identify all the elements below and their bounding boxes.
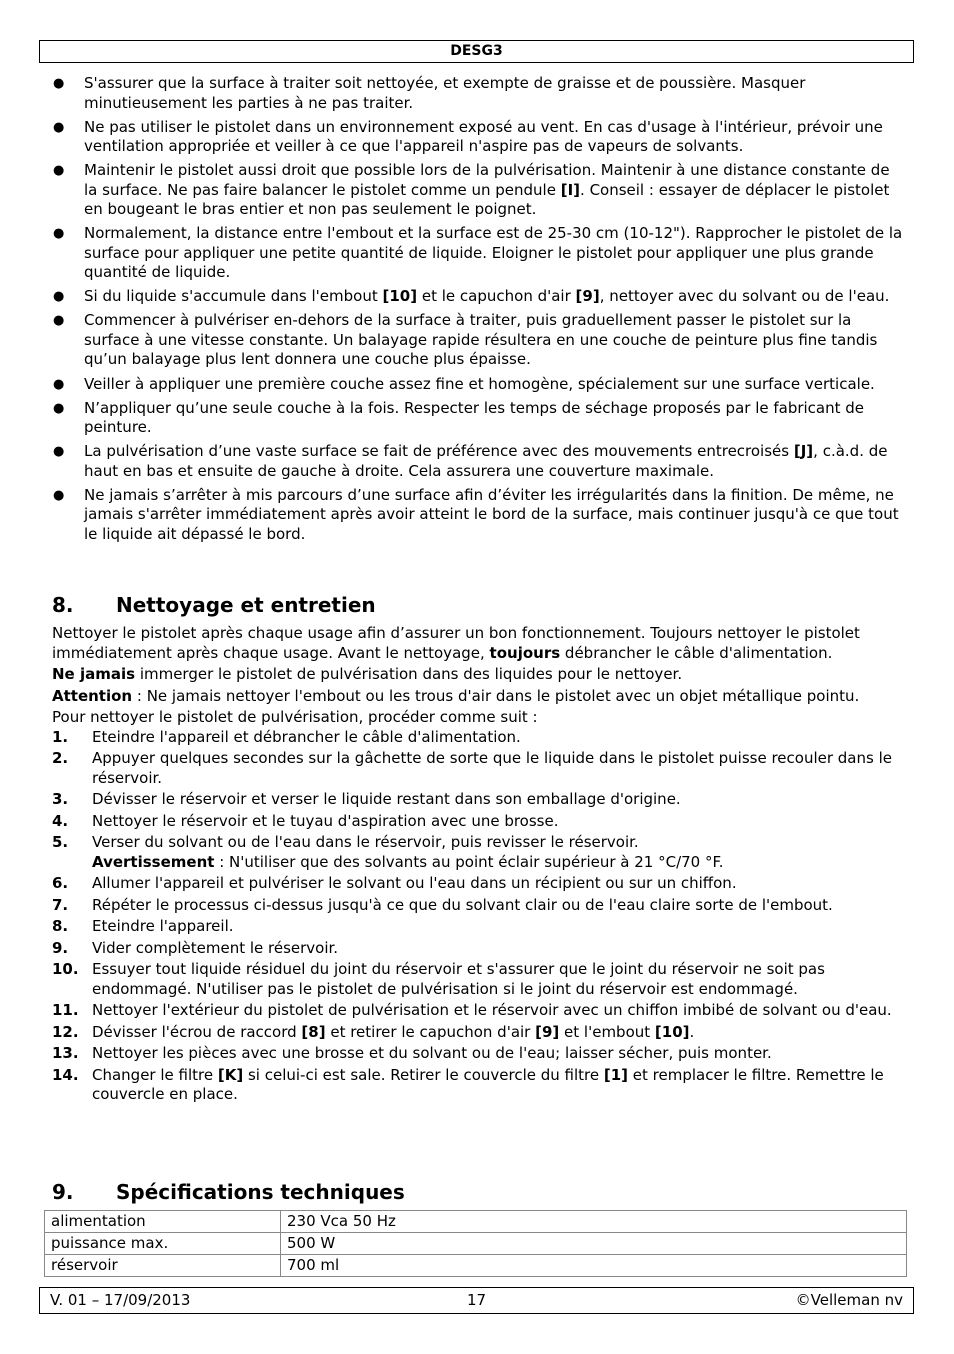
bullet-text: , nettoyer avec du solvant ou de l'eau. <box>599 287 890 306</box>
section-number: 9. <box>52 1180 74 1204</box>
spec-label: puissance max. <box>45 1233 281 1255</box>
step-number: 1. <box>52 727 69 746</box>
paragraph <box>52 665 908 685</box>
warning-label: Avertissement <box>92 852 215 871</box>
bullet-text: Maintenir le pistolet aussi droit que possible lors de la pulvérisation. Maintenir à une distance constante de la surface. Ne pas faire balancer le pistolet comme un pendule <box>84 161 890 199</box>
step-number: 8. <box>52 917 69 935</box>
emphasis: Ne jamais <box>52 665 136 683</box>
figure-ref: [10] <box>382 287 418 306</box>
table-row <box>45 1255 907 1277</box>
bullet-text: et le capuchon d'air <box>417 287 576 306</box>
list-item <box>52 1001 908 1021</box>
bullet-icon: ● <box>53 76 65 91</box>
list-item <box>52 790 908 810</box>
list-item <box>52 728 908 748</box>
step-number: 4. <box>52 811 69 830</box>
step-text: Eteindre l'appareil et débrancher le câble d'alimentation. <box>92 727 521 746</box>
paragraph <box>52 687 908 707</box>
step-number: 9. <box>52 938 69 957</box>
list-item <box>50 442 906 481</box>
paragraph-text: immerger le pistolet de pulvérisation dans des liquides pour le nettoyer. <box>135 665 683 683</box>
specifications-table <box>44 1210 907 1277</box>
step-number: 10. <box>52 960 79 978</box>
list-item <box>50 375 906 395</box>
step-number: 2. <box>52 749 69 767</box>
bullet-icon: ● <box>53 376 65 392</box>
emphasis: toujours <box>489 643 561 662</box>
step-number: 12. <box>52 1022 79 1041</box>
step-text: . <box>689 1022 695 1041</box>
bullet-text: Ne pas utiliser le pistolet dans un environnement exposé au vent. En cas d'usage à l'intérieur, prévoir une ventilation appropriée et veiller à ce que l'appareil n'aspire pas de vapeurs de solvants. <box>84 117 883 156</box>
step-text: si celui-ci est sale. Retirer le couvercle du filtre <box>243 1065 604 1084</box>
list-item <box>50 287 906 307</box>
figure-ref: [1] <box>603 1065 629 1084</box>
step-text: Verser du solvant ou de l'eau dans le réservoir, puis revisser le réservoir. <box>92 833 639 851</box>
step-text: Nettoyer les pièces avec une brosse et du solvant ou de l'eau; laisser sécher, puis monter. <box>92 1044 772 1062</box>
paragraph: Pour nettoyer le pistolet de pulvérisation, procéder comme suit : <box>52 708 538 726</box>
list-item <box>52 874 908 894</box>
figure-ref: [J] <box>793 442 814 461</box>
step-text: et l'embout <box>559 1022 655 1041</box>
bullet-text: Ne jamais s’arrêter à mis parcours d’une surface afin d’éviter les irrégularités dans la finition. De même, ne jamais s'arrêter immédiatement après avoir atteint le bord de la surface, mais continuer jusqu'à ce que tout le liquide ait dépassé le bord. <box>84 485 899 543</box>
list-item <box>52 749 908 788</box>
list-item <box>52 939 908 959</box>
list-item <box>50 224 906 283</box>
page-footer <box>39 1287 914 1314</box>
bullet-text: . Conseil : essayer de déplacer le pistolet en bougeant le bras entier et non pas seulement le poignet. <box>84 180 890 219</box>
cleaning-steps <box>52 728 908 1105</box>
bullet-text: Normalement, la distance entre l'embout et la surface est de 25-30 cm (10-12"). Rapprocher le pistolet de la surface pour appliquer une petite quantité de liquide. Eloigner le pistolet pour appliquer une plus grande quantité de liquide. <box>84 224 903 282</box>
bullet-text: , c.à.d. de haut en bas et ensuite de gauche à droite. Cela assurera une couverture maximale. <box>84 442 888 480</box>
step-text: Appuyer quelques secondes sur la gâchette de sorte que le liquide dans le pistolet puisse recouler dans le réservoir. <box>92 749 892 787</box>
step-text: Allumer l'appareil et pulvériser le solvant ou l'eau dans un récipient ou sur un chiffon. <box>92 874 737 892</box>
bullet-icon: ● <box>53 226 65 242</box>
step-text: Répéter le processus ci-dessus jusqu'à ce que du solvant clair ou de l'eau claire sorte de l'embout. <box>92 895 833 914</box>
list-item <box>50 486 906 545</box>
list-item <box>50 311 906 370</box>
paragraph <box>52 624 908 663</box>
list-item <box>50 161 906 220</box>
spec-label: réservoir <box>45 1255 281 1277</box>
table-row <box>45 1211 907 1233</box>
step-number: 14. <box>52 1065 79 1084</box>
figure-ref: [10] <box>654 1022 690 1041</box>
list-item <box>52 896 908 916</box>
list-item <box>52 1023 908 1043</box>
list-item <box>52 960 908 999</box>
spec-label: alimentation <box>45 1211 281 1233</box>
bullet-icon: ● <box>53 119 65 135</box>
list-item <box>52 833 908 872</box>
version-date: V. 01 – 17/09/2013 <box>50 1291 191 1309</box>
list-item <box>52 917 908 937</box>
section-title: Spécifications techniques <box>116 1180 405 1204</box>
figure-ref: [I] <box>560 180 581 199</box>
step-text: Dévisser l'écrou de raccord <box>92 1022 302 1041</box>
spec-value: 500 W <box>281 1233 907 1255</box>
bullet-text: Veiller à appliquer une première couche assez fine et homogène, spécialement sur une surface verticale. <box>84 374 875 393</box>
section-number: 8. <box>52 593 74 617</box>
bullet-icon: ● <box>53 400 65 416</box>
bullet-text: N’appliquer qu’une seule couche à la fois. Respecter les temps de séchage proposés par le fabricant de peinture. <box>84 398 865 437</box>
header-title: DESG3 <box>39 40 914 63</box>
page-number: 17 <box>466 1291 487 1309</box>
step-number: 3. <box>52 790 69 808</box>
copyright: ©Velleman nv <box>795 1291 903 1309</box>
paragraph-text: débrancher le câble d'alimentation. <box>560 643 833 662</box>
list-item <box>50 118 906 157</box>
list-item <box>52 1044 908 1064</box>
spec-value: 230 Vca 50 Hz <box>281 1211 907 1233</box>
bullet-icon: ● <box>53 289 65 305</box>
bullet-icon: ● <box>53 487 65 503</box>
bullet-text: S'assurer que la surface à traiter soit nettoyée, et exempte de graisse et de poussière. Masquer minutieusement les parties à ne pas traiter. <box>84 74 806 112</box>
figure-ref: [K] <box>217 1065 244 1084</box>
figure-ref: [8] <box>301 1022 326 1041</box>
step-number: 11. <box>52 1001 79 1019</box>
list-item <box>52 1066 908 1105</box>
section-title: Nettoyage et entretien <box>116 593 376 617</box>
bullet-text: Commencer à pulvériser en-dehors de la surface à traiter, puis graduellement passer le pistolet sur la surface à une vitesse constante. Un balayage rapide résultera en une couche de peinture plus fine tandis qu’un balayage plus lent donnera une couche plus épaisse. <box>84 311 878 369</box>
step-text: Dévisser le réservoir et verser le liquide restant dans son emballage d'origine. <box>92 790 681 808</box>
section-8-heading <box>52 593 376 617</box>
paragraph-text: : Ne jamais nettoyer l'embout ou les trous d'air dans le pistolet avec un objet métallique pointu. <box>132 686 860 705</box>
step-text: Essuyer tout liquide résiduel du joint du réservoir et s'assurer que le joint du réservoir ne soit pas endommagé. N'utiliser pas le pistolet de pulvérisation si le joint du réservoir est endommagé. <box>92 960 825 998</box>
step-text: Nettoyer le réservoir et le tuyau d'aspiration avec une brosse. <box>92 811 559 830</box>
bullet-icon: ● <box>53 444 65 460</box>
figure-ref: [9] <box>535 1022 560 1041</box>
spec-value: 700 ml <box>281 1255 907 1277</box>
bullet-list <box>50 74 906 549</box>
list-item <box>52 812 908 832</box>
bullet-text: Si du liquide s'accumule dans l'embout <box>84 287 383 306</box>
step-text: Nettoyer l'extérieur du pistolet de pulvérisation et le réservoir avec un chiffon imbibé de solvant ou d'eau. <box>92 1001 892 1019</box>
step-text: et remplacer le filtre. Remettre le couvercle en place. <box>92 1065 884 1103</box>
step-text: et retirer le capuchon d'air <box>325 1022 536 1041</box>
paragraph-text: Nettoyer le pistolet après chaque usage afin d’assurer un bon fonctionnement. Toujours nettoyer le pistolet immédiatement après chaque usage. Avant le nettoyage, <box>52 624 860 662</box>
step-number: 6. <box>52 874 69 892</box>
section-9-heading <box>52 1180 405 1204</box>
list-item <box>50 399 906 438</box>
step-number: 7. <box>52 895 69 914</box>
step-number: 13. <box>52 1044 79 1062</box>
bullet-icon: ● <box>53 163 65 179</box>
step-number: 5. <box>52 833 69 851</box>
bullet-text: La pulvérisation d’une vaste surface se fait de préférence avec des mouvements entrecroisés <box>84 442 794 461</box>
list-item <box>50 74 906 113</box>
emphasis: Attention <box>52 686 133 705</box>
step-text: Eteindre l'appareil. <box>92 917 234 935</box>
step-text: Vider complètement le réservoir. <box>92 938 339 957</box>
step-text: Changer le filtre <box>92 1065 218 1084</box>
table-row <box>45 1233 907 1255</box>
section-8-body <box>52 624 908 1107</box>
bullet-icon: ● <box>53 313 65 329</box>
warning-text: : N'utiliser que des solvants au point éclair supérieur à 21 °C/70 °F. <box>214 852 724 871</box>
figure-ref: [9] <box>575 287 600 306</box>
